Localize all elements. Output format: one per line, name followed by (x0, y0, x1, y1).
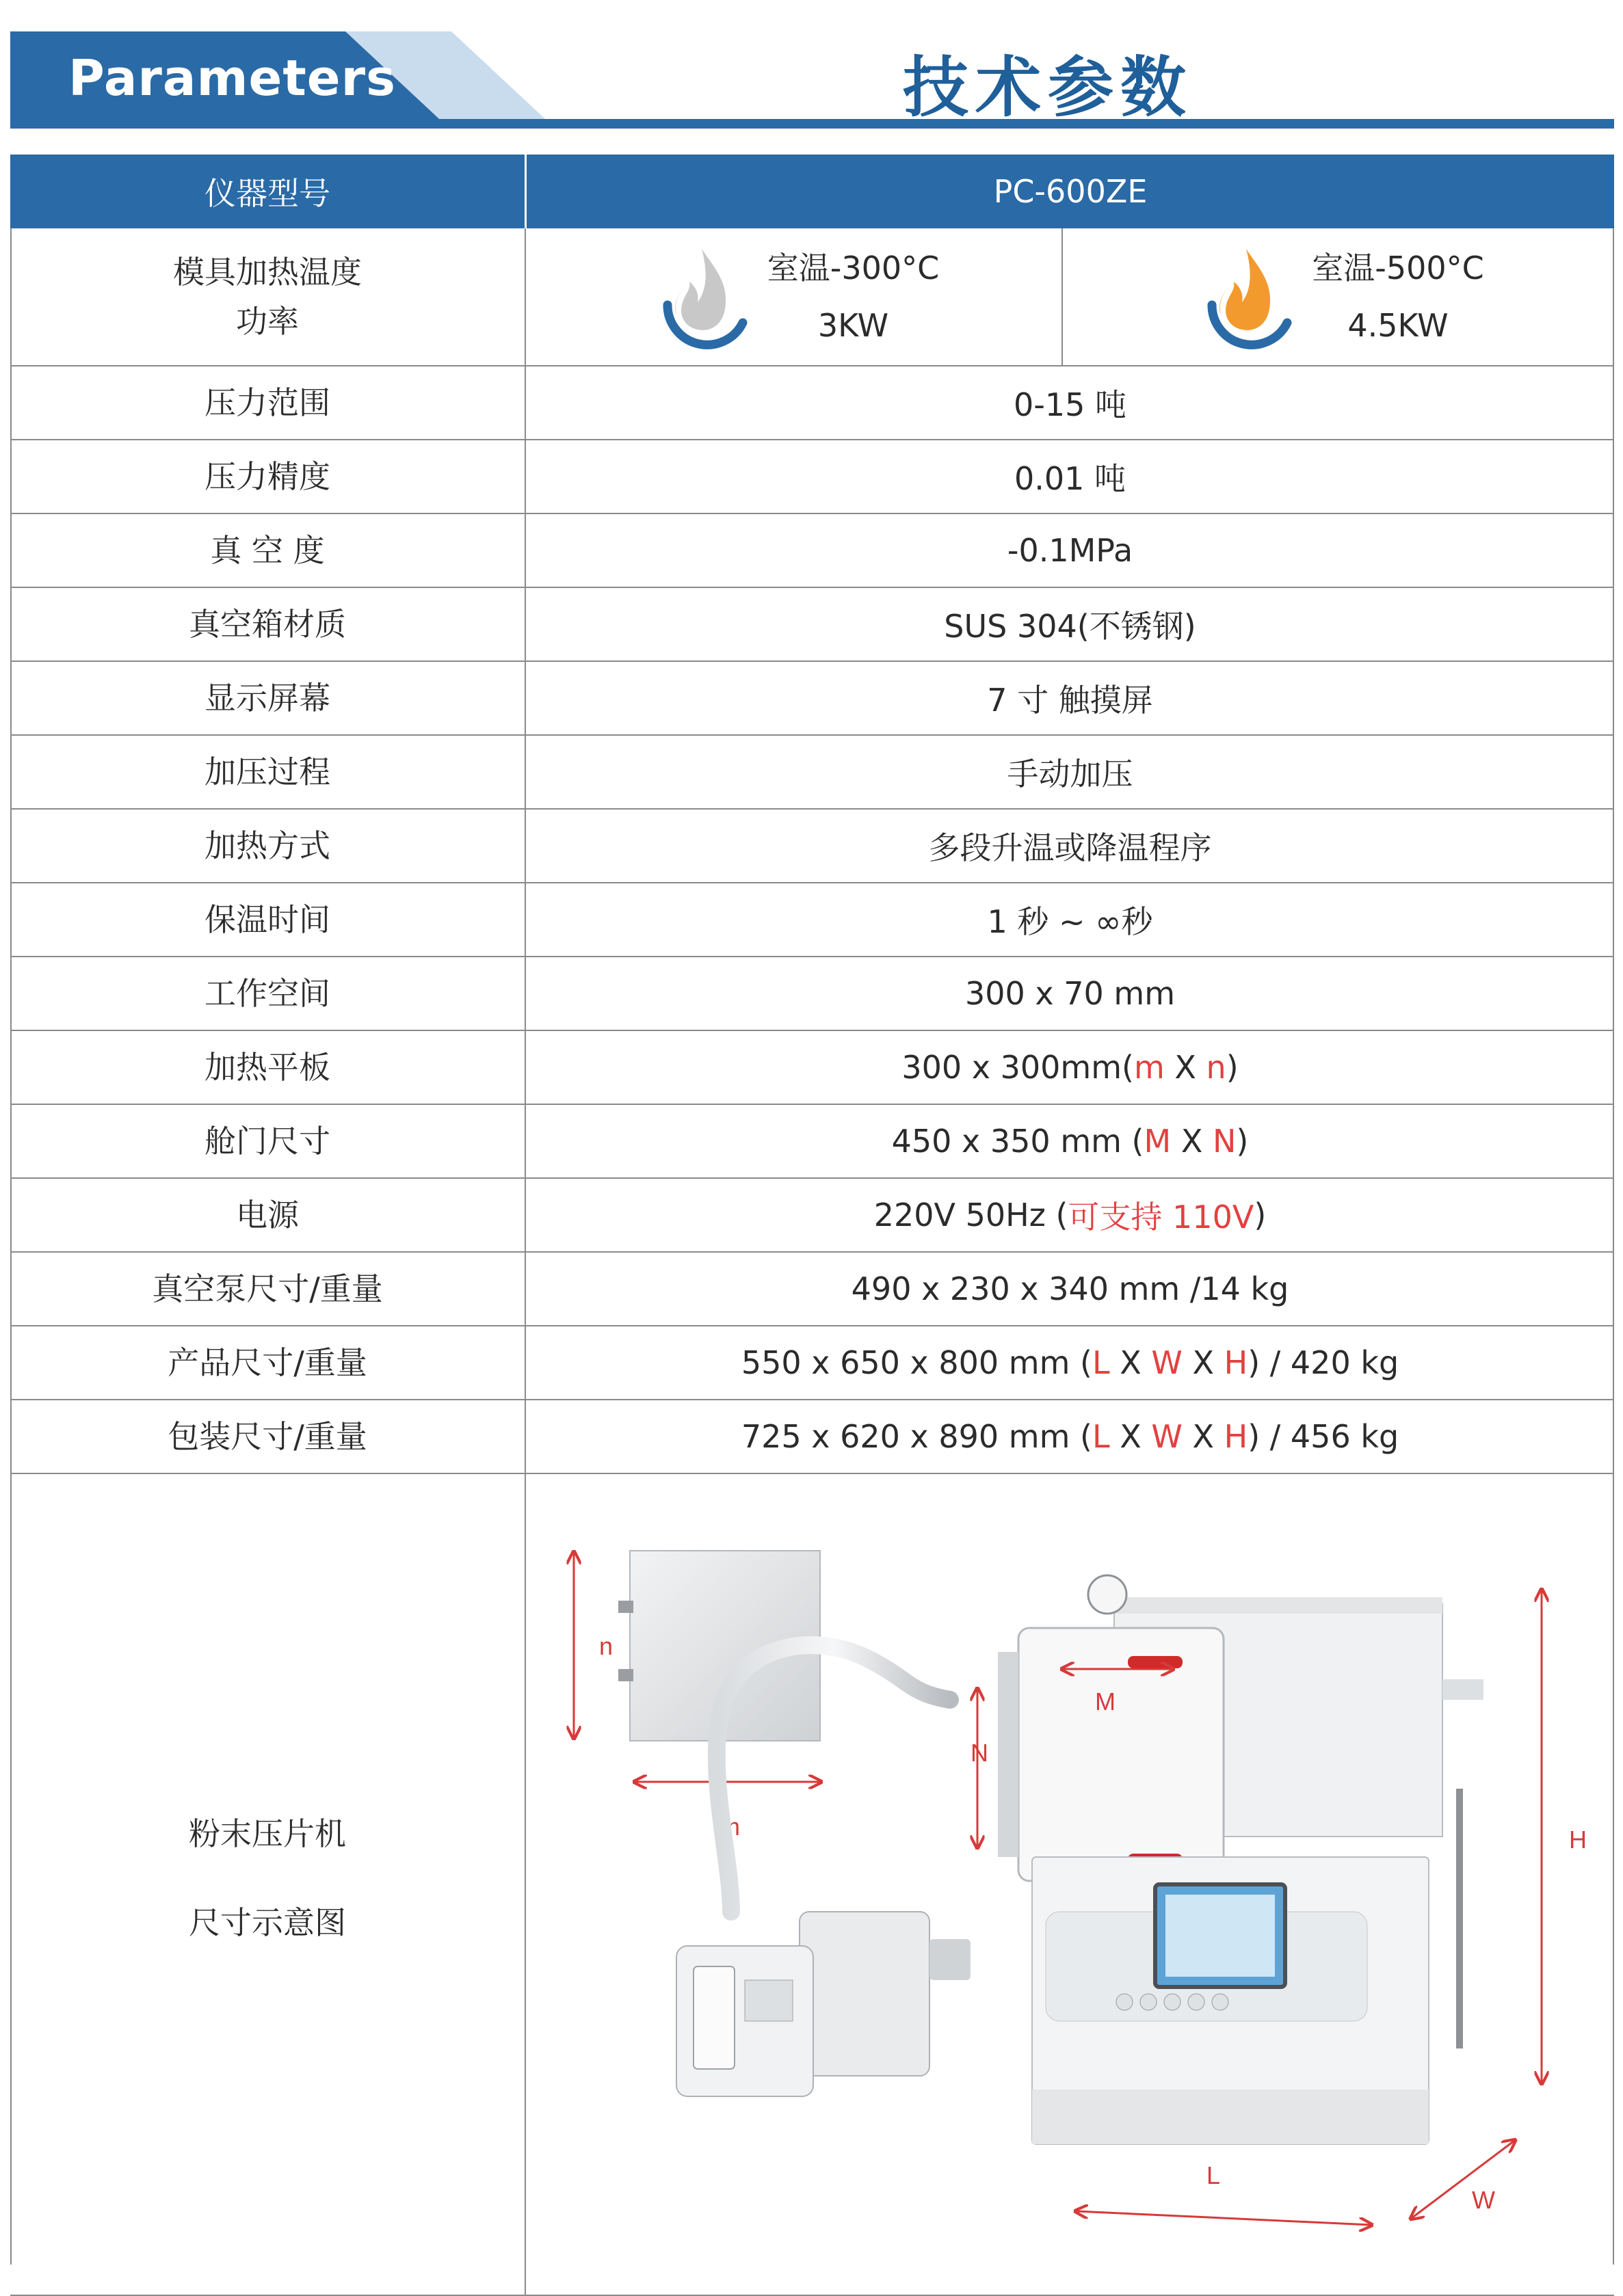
table-row (10, 1105, 1614, 1179)
vacuum-pump (676, 1912, 971, 2096)
value-text: X (1171, 1123, 1213, 1160)
header-title-cn: 技术参数 (903, 49, 1193, 126)
dim-label-L: L (1206, 2161, 1221, 2189)
highlight-text: H (1224, 1418, 1248, 1455)
chamber-door (1018, 1628, 1224, 1881)
value-text: 300 x 300mm( (901, 1049, 1134, 1086)
row-label: 真 空 度 (10, 514, 526, 587)
highlight-text: W (1151, 1344, 1183, 1381)
header-rule (10, 119, 1614, 129)
row-value: 0-15 吨 (1013, 386, 1127, 423)
row-label: 加热方式 (10, 810, 526, 882)
value-text: 450 x 350 mm ( (891, 1123, 1144, 1160)
highlight-text: n (1206, 1049, 1226, 1086)
highlight-text: M (1144, 1123, 1172, 1160)
spec-table (10, 155, 1614, 2296)
value-text: ) (1236, 1123, 1249, 1160)
temperature-range-2: 室温-500°C (1312, 250, 1484, 286)
table-row (10, 1031, 1614, 1105)
value-text: ) / 456 kg (1248, 1418, 1399, 1455)
table-row (10, 957, 1614, 1031)
diagram-label-line1: 粉末压片机 (189, 1815, 346, 1852)
value-text: 220V 50Hz ( (873, 1197, 1068, 1233)
value-text: ) (1254, 1197, 1267, 1233)
machine-dimension-diagram (526, 1474, 1613, 2295)
dim-label-N: N (971, 1739, 988, 1767)
row-label: 压力精度 (10, 440, 526, 513)
row-value: 手动加压 (1007, 756, 1133, 792)
table-row (10, 810, 1614, 883)
row-value (526, 1253, 1614, 1325)
dim-label-m: m (720, 1813, 740, 1841)
dim-label-M: M (1095, 1687, 1116, 1716)
dim-label-W: W (1472, 2186, 1495, 2214)
row-value: 7 寸 触摸屏 (987, 682, 1153, 719)
highlight-text: N (1212, 1123, 1237, 1160)
row-label: 保温时间 (10, 883, 526, 956)
table-row (10, 588, 1614, 662)
value-text: 550 x 650 x 800 mm ( (741, 1344, 1092, 1381)
temperature-label-line2: 功率 (236, 303, 299, 340)
header-title-en: Parameters (68, 49, 396, 107)
row-label: 舱门尺寸 (10, 1105, 526, 1177)
page-header (0, 0, 1623, 137)
row-value (526, 1105, 1614, 1177)
row-value: -0.1MPa (1007, 532, 1133, 569)
power-1: 3KW (817, 307, 889, 344)
dim-label-H: H (1569, 1826, 1587, 1854)
value-text: X (1109, 1344, 1152, 1381)
highlight-text: m (1133, 1049, 1165, 1086)
table-row (10, 1326, 1614, 1400)
highlight-text: L (1092, 1344, 1110, 1381)
value-text: 490 x 230 x 340 mm /14 kg (851, 1270, 1289, 1307)
temperature-row (10, 228, 1614, 366)
dim-label-n: n (599, 1632, 613, 1660)
temperature-label (10, 228, 526, 365)
table-header-row (10, 155, 1614, 228)
temperature-option-2 (1063, 228, 1614, 365)
highlight-text: 可支持 110V (1068, 1199, 1254, 1236)
grey-flame-icon (648, 242, 751, 351)
value-text: ) / 420 kg (1248, 1344, 1399, 1381)
model-label: 仪器型号 (10, 155, 527, 228)
row-value: SUS 304(不锈钢) (944, 608, 1196, 645)
highlight-text: L (1092, 1418, 1110, 1455)
row-label: 真空泵尺寸/重量 (10, 1253, 526, 1325)
table-row (10, 1253, 1614, 1326)
row-value: 300 x 70 mm (964, 975, 1176, 1012)
door-handle-top (1128, 1656, 1183, 1668)
value-text: X (1164, 1049, 1206, 1086)
power-2: 4.5KW (1347, 307, 1449, 344)
model-value: PC-600ZE (993, 173, 1148, 210)
table-row (10, 366, 1614, 440)
value-text: X (1182, 1418, 1224, 1455)
value-text: X (1182, 1344, 1224, 1381)
row-value (526, 1179, 1614, 1251)
row-label: 电源 (10, 1179, 526, 1251)
highlight-text: W (1151, 1418, 1183, 1455)
table-row (10, 1179, 1614, 1253)
temperature-label-line1: 模具加热温度 (173, 254, 362, 291)
orange-flame-icon (1193, 242, 1295, 351)
row-label: 显示屏幕 (10, 662, 526, 734)
table-row (10, 440, 1614, 514)
row-label: 压力范围 (10, 366, 526, 439)
value-text: 725 x 620 x 890 mm ( (741, 1418, 1092, 1455)
row-label: 真空箱材质 (10, 588, 526, 660)
row-value: 0.01 吨 (1014, 460, 1126, 497)
row-value (526, 1031, 1614, 1104)
table-row (10, 883, 1614, 957)
table-row (10, 662, 1614, 736)
diagram-label (10, 1474, 526, 2295)
value-text: ) (1226, 1049, 1239, 1086)
diagram-row (10, 1474, 1614, 2296)
row-label: 加热平板 (10, 1031, 526, 1104)
table-row (10, 514, 1614, 588)
temperature-range-1: 室温-300°C (767, 250, 940, 286)
temperature-option-1 (526, 228, 1063, 365)
row-value (526, 1400, 1614, 1473)
value-text: X (1109, 1418, 1152, 1455)
row-value: 1 秒 ~ ∞秒 (987, 903, 1153, 940)
table-row (10, 736, 1614, 810)
machine-body (998, 1575, 1483, 2144)
row-label: 产品尺寸/重量 (10, 1326, 526, 1399)
row-value (526, 1326, 1614, 1399)
row-label: 包装尺寸/重量 (10, 1400, 526, 1473)
row-label: 加压过程 (10, 736, 526, 808)
highlight-text: H (1224, 1344, 1248, 1381)
row-label: 工作空间 (10, 957, 526, 1030)
diagram-label-line2: 尺寸示意图 (189, 1904, 346, 1941)
row-value: 多段升温或降温程序 (928, 829, 1212, 866)
table-row (10, 1400, 1614, 1474)
